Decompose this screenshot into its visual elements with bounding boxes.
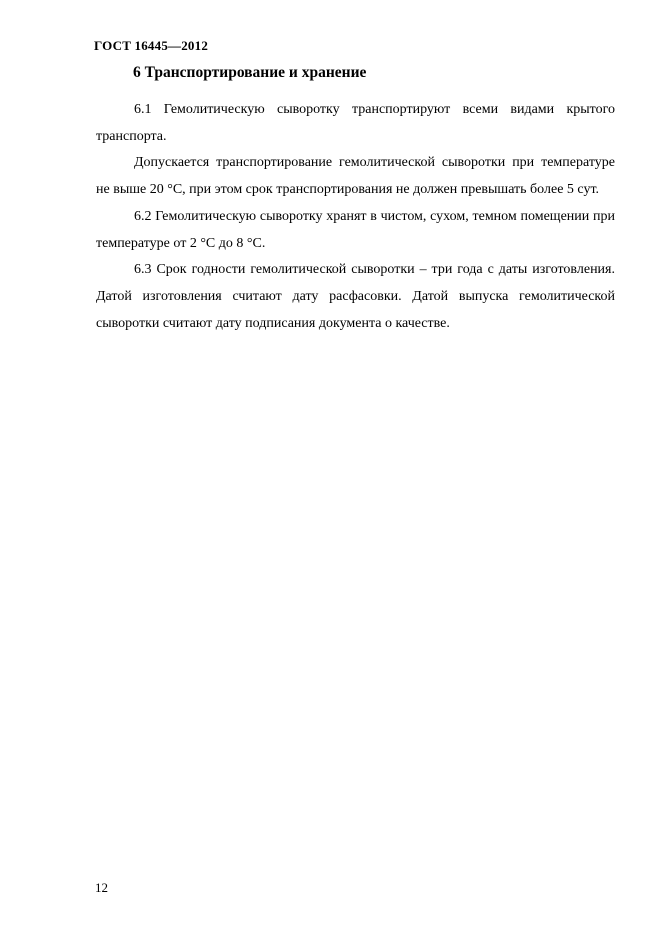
page-number: 12 (95, 880, 108, 895)
standard-header: ГОСТ 16445—2012 (94, 38, 209, 53)
section-title: 6 Транспортирование и хранение (133, 64, 367, 81)
paragraph-6-2: 6.2 Гемолитическую сыворотку хранят в чистом, сухом, темном помещении при температуре от 2 °С до 8 °С. (96, 208, 615, 251)
paragraph-6-3: 6.3 Срок годности гемолитической сыворотки – три года с даты изготовления. Датой изготовления считают дату расфасовки. Датой выпуска гемолитической сыворотки считают дату подписания документа о качестве. (96, 262, 615, 331)
section-body (96, 97, 615, 337)
paragraph-transport-temperature: Допускается транспортирование гемолитической сыворотки при температуре не выше 20 °С, при этом срок транспортирования не должен превышать более 5 сут. (96, 155, 615, 198)
paragraph-6-1: 6.1 Гемолитическую сыворотку транспортируют всеми видами крытого транспорта. (96, 102, 615, 144)
